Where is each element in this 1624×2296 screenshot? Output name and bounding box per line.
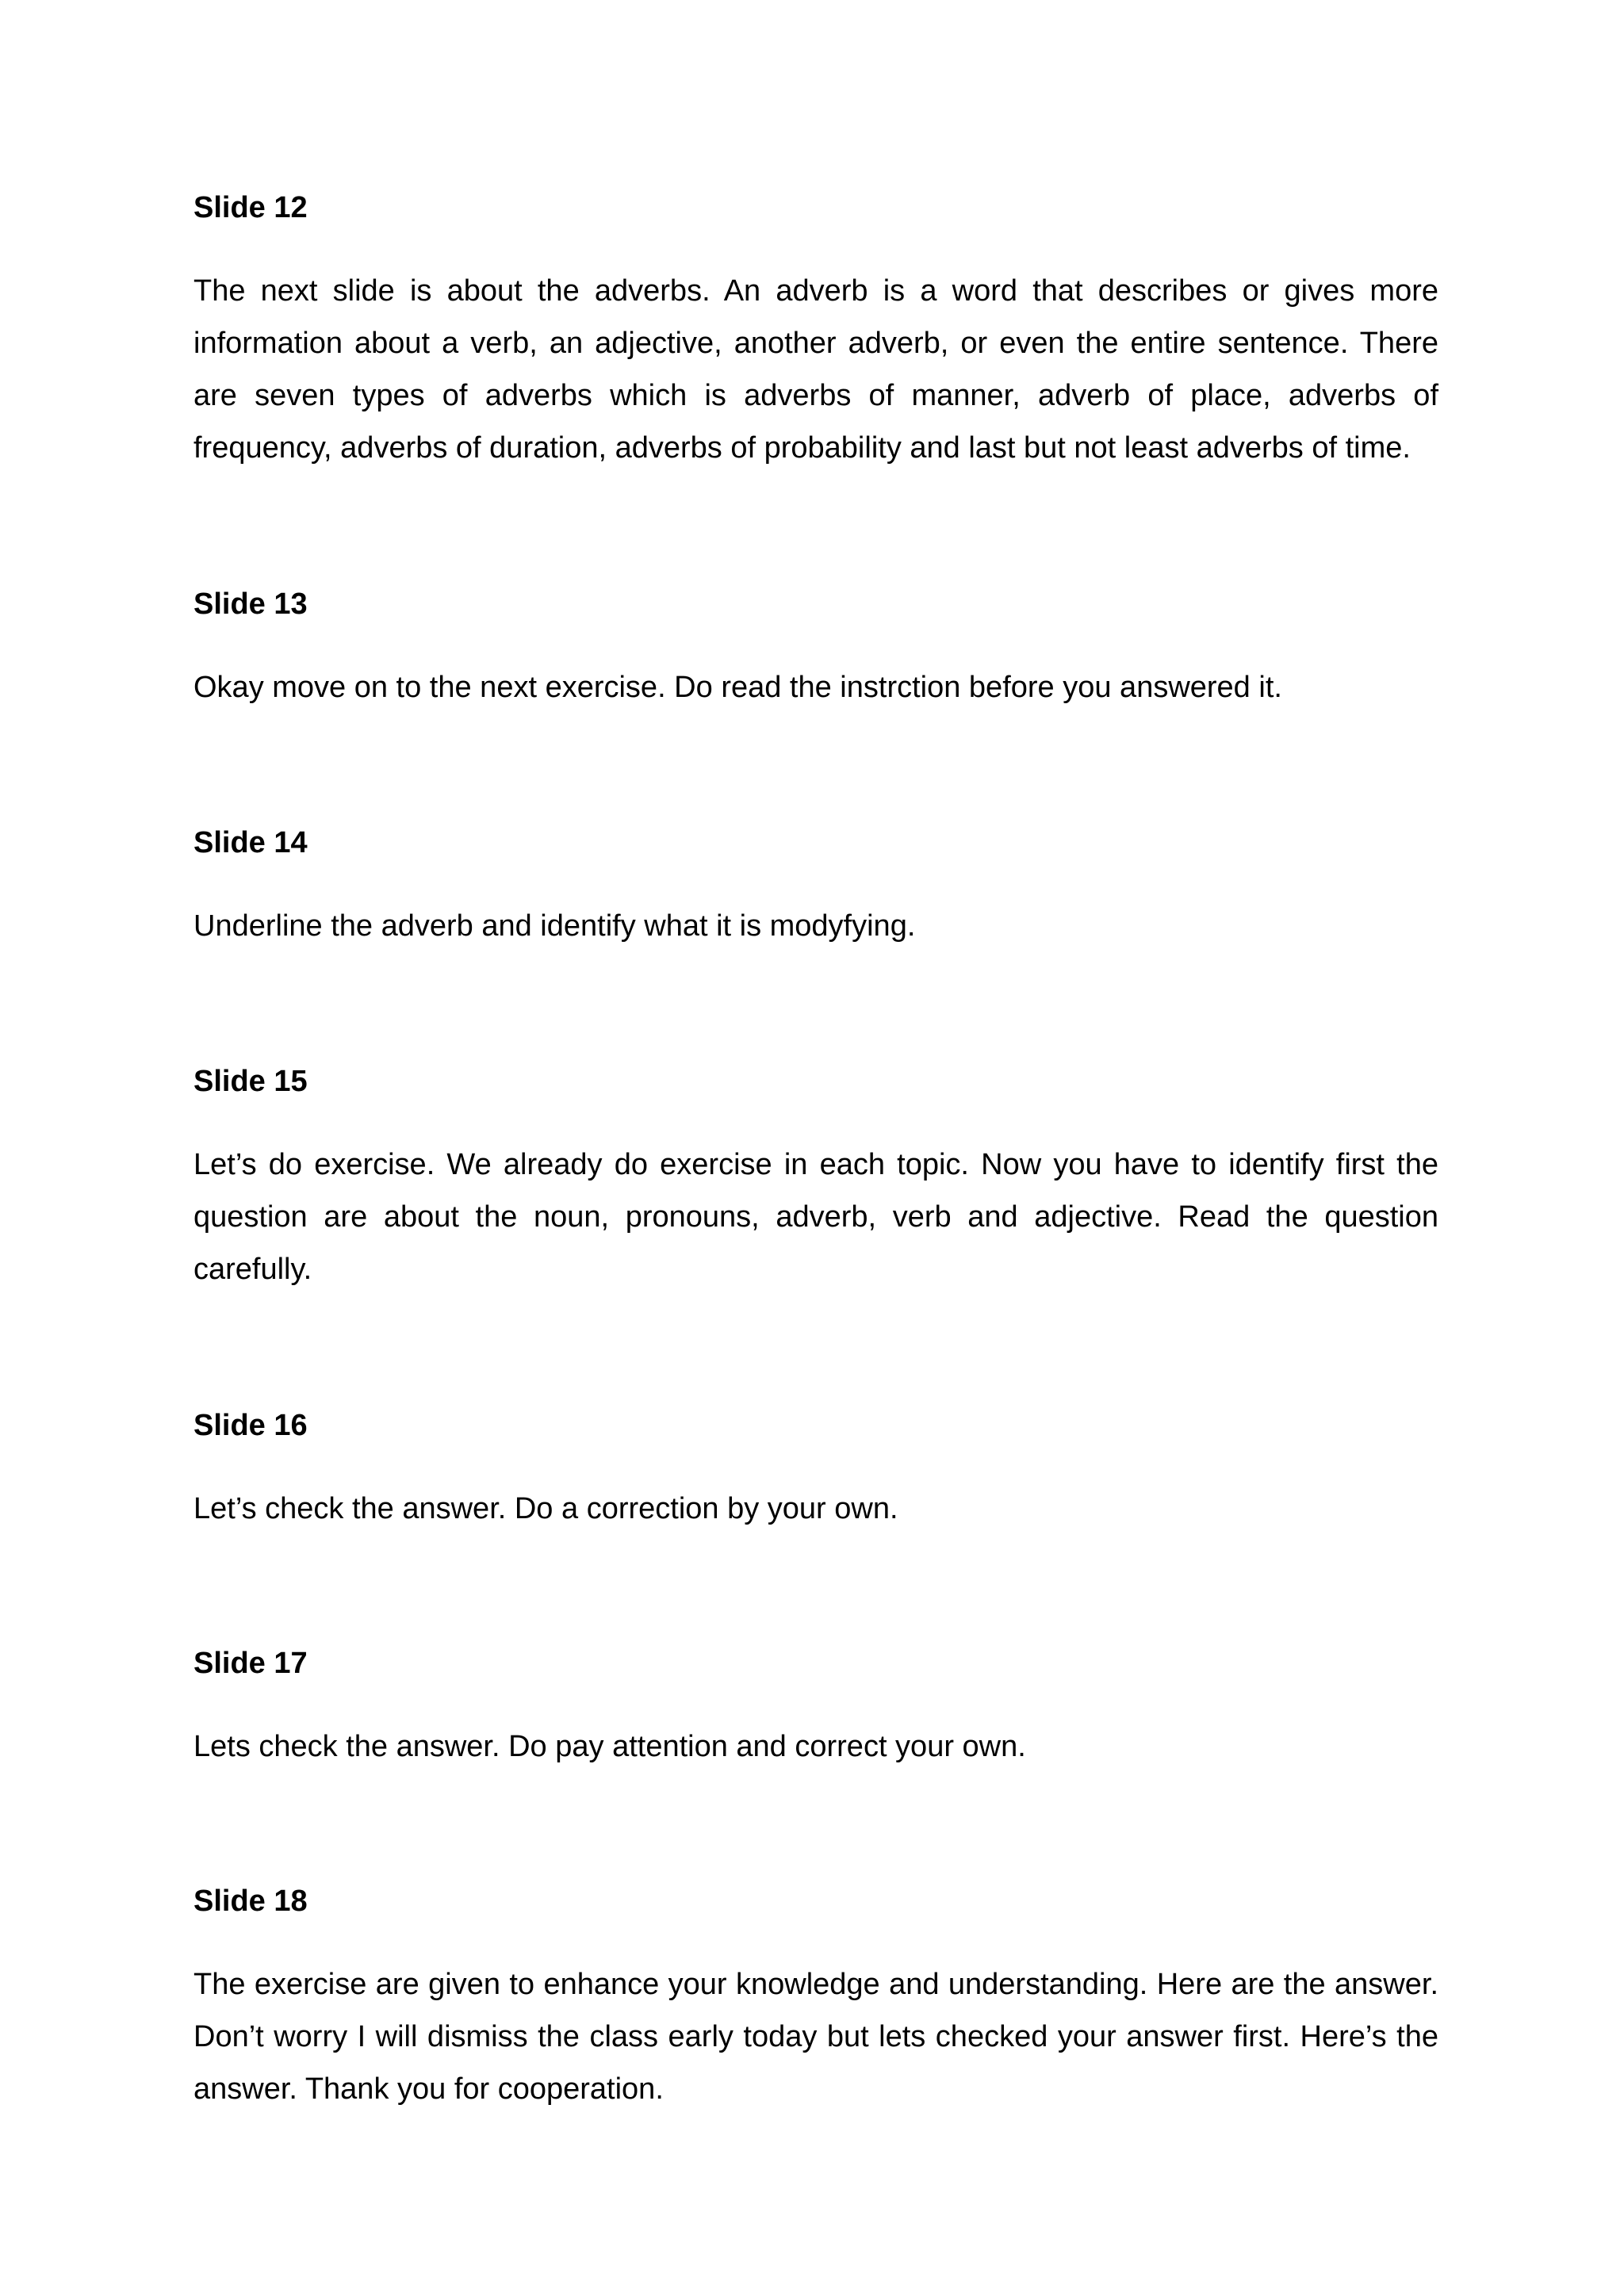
slide-heading: Slide 15 <box>193 1065 308 1098</box>
slide-paragraph: Lets check the answer. Do pay attention and correct your own. <box>193 1730 1026 1763</box>
slide-paragraph: Let’s check the answer. Do a correction by your own. <box>193 1492 898 1525</box>
slide-paragraph: Let’s do exercise. We already do exercise in each topic. Now you have to identify first the question are about the noun, pronouns, adverb, verb and adjective. Read the question carefully. <box>193 1148 1438 1286</box>
slide-heading: Slide 13 <box>193 587 308 621</box>
slide-paragraph: The next slide is about the adverbs. An adverb is a word that describes or gives more information about a verb, an adjective, another adverb, or even the entire sentence. There are seven types of adverbs which is adverbs of manner, adverb of place, adverbs of frequency, adverbs of duration, adverbs of probability and last but not least adverbs of time. <box>193 274 1438 465</box>
slide-heading: Slide 17 <box>193 1647 308 1680</box>
slide-paragraph: Okay move on to the next exercise. Do read the instrction before you answered it. <box>193 671 1282 704</box>
slide-16-section <box>193 1408 1438 1525</box>
slide-13-section <box>193 587 1438 704</box>
slide-18-section <box>193 1884 1438 2106</box>
slide-paragraph: Underline the adverb and identify what it is modyfying. <box>193 909 916 943</box>
slide-12-section <box>193 190 1438 465</box>
slide-17-section <box>193 1646 1438 1763</box>
slide-heading: Slide 16 <box>193 1409 308 1442</box>
slide-15-section <box>193 1064 1438 1286</box>
slide-paragraph: The exercise are given to enhance your knowledge and understanding. Here are the answer. Don’t worry I will dismiss the class early today but lets checked your answer first. Here’s the answer. Thank you for cooperation. <box>193 1968 1438 2106</box>
slide-heading: Slide 14 <box>193 826 308 859</box>
slide-heading: Slide 18 <box>193 1885 308 1918</box>
slide-heading: Slide 12 <box>193 191 308 224</box>
slide-14-section <box>193 825 1438 943</box>
